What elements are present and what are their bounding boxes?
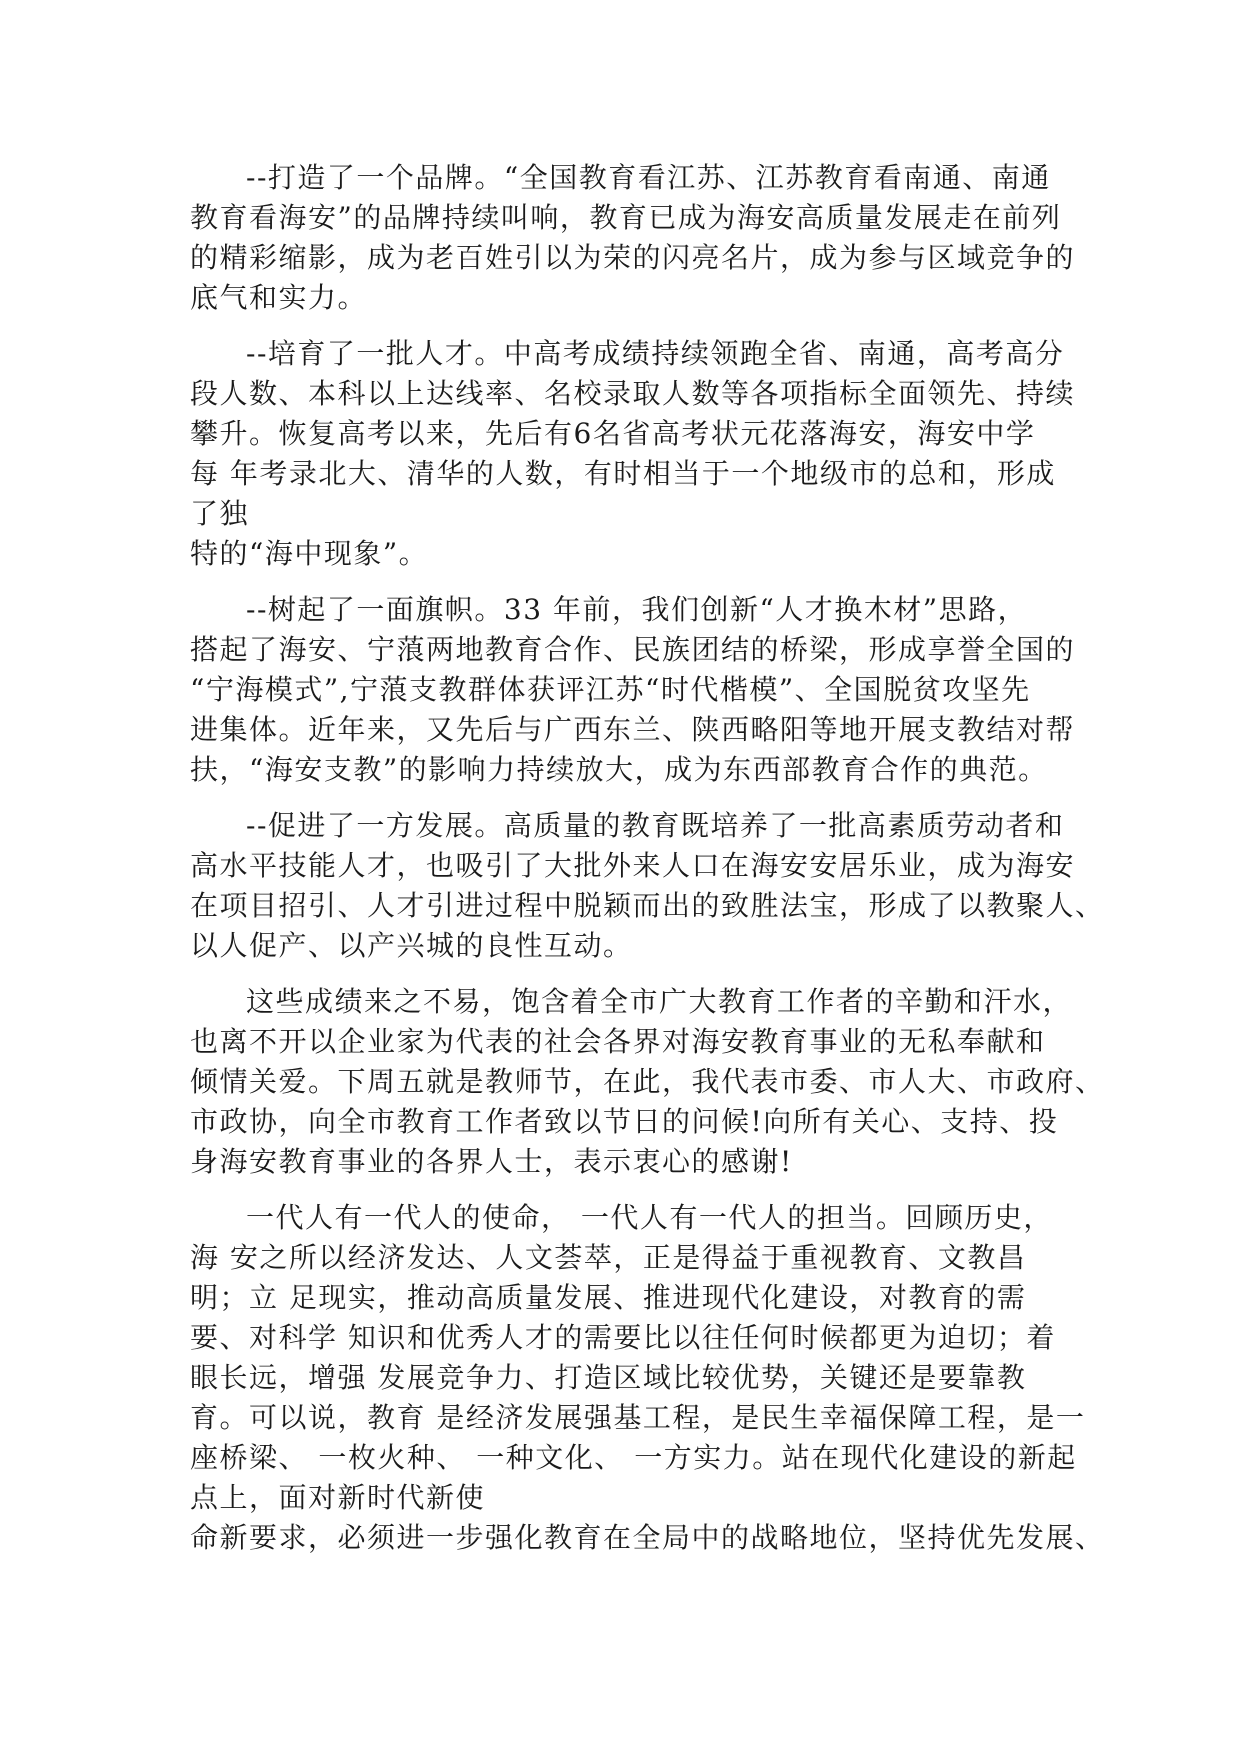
paragraph-line: 特的“海中现象”。 bbox=[190, 537, 429, 570]
paragraph-line: 每 年考录北大、清华的人数，有时相当于一个地级市的总和，形成 bbox=[190, 457, 1056, 490]
paragraph-line: 的精彩缩影，成为老百姓引以为荣的闪亮名片，成为参与区域竞争的 bbox=[190, 241, 1076, 274]
paragraph-line: 了独 bbox=[190, 497, 250, 530]
paragraph-gap bbox=[190, 318, 1050, 334]
paragraph-line: 也离不开以企业家为代表的社会各界对海安教育事业的无私奉献和 bbox=[190, 1025, 1046, 1058]
paragraph-gap bbox=[190, 574, 1050, 590]
paragraph-line: 搭起了海安、宁蒗两地教育合作、民族团结的桥梁，形成享誉全国的 bbox=[190, 633, 1076, 666]
paragraph-line: 明；立 足现实，推动高质量发展、推进现代化建设，对教育的需 bbox=[190, 1281, 1027, 1314]
paragraph-line: 高水平技能人才，也吸引了大批外来人口在海安安居乐业，成为海安 bbox=[190, 849, 1076, 882]
paragraph-line: “宁海模式”,宁蒗支教群体获评江苏“时代楷模”、全国脱贫攻坚先 bbox=[190, 673, 1031, 706]
paragraph-line: 眼长远，增强 发展竞争力、打造区域比较优势，关键还是要靠教 bbox=[190, 1361, 1027, 1394]
paragraph-line: 海 安之所以经济发达、人文荟萃，正是得益于重视教育、文教昌 bbox=[190, 1241, 1027, 1274]
paragraph-line: --打造了一个品牌。“全国教育看江苏、江苏教育看南通、南通 bbox=[246, 161, 1051, 194]
paragraph-line: 扶，“海安支教”的影响力持续放大，成为东西部教育合作的典范。 bbox=[190, 753, 1048, 786]
paragraph-line: 市政协，向全市教育工作者致以节日的问候!向所有关心、支持、投 bbox=[190, 1105, 1059, 1138]
paragraph-line: 进集体。近年来，又先后与广西东兰、陕西略阳等地开展支教结对帮 bbox=[190, 713, 1076, 746]
paragraph-line: 底气和实力。 bbox=[190, 281, 368, 314]
paragraph-line: 段人数、本科以上达线率、名校录取人数等各项指标全面领先、持续 bbox=[190, 377, 1076, 410]
paragraph-line: 以人促产、以产兴城的良性互动。 bbox=[190, 929, 633, 962]
paragraph-line: 要、对科学 知识和优秀人才的需要比以往任何时候都更为迫切；着 bbox=[190, 1321, 1056, 1354]
document-body bbox=[190, 158, 1105, 1558]
paragraph-line: 育。可以说，教育 是经济发展强基工程，是民生幸福保障工程，是一 bbox=[190, 1401, 1086, 1434]
paragraph-line: --培育了一批人才。中高考成绩持续领跑全省、南通，高考高分 bbox=[246, 337, 1065, 370]
paragraph-line: 攀升。恢复高考以来，先后有6名省高考状元花落海安，海安中学 bbox=[190, 417, 1036, 450]
paragraph-line: --促进了一方发展。高质量的教育既培养了一批高素质劳动者和 bbox=[246, 809, 1065, 842]
paragraph-line: 座桥梁、 一枚火种、 一种文化、 一方实力。站在现代化建设的新起 bbox=[190, 1441, 1077, 1474]
paragraph-line: 倾情关爱。下周五就是教师节，在此，我代表市委、市人大、市政府、 bbox=[190, 1065, 1105, 1098]
paragraph-gap bbox=[190, 1182, 1050, 1198]
paragraph-line: 身海安教育事业的各界人士，表示衷心的感谢! bbox=[190, 1145, 793, 1178]
paragraph-line: --树起了一面旗帜。33 年前，我们创新“人才换木材”思路， bbox=[246, 593, 1028, 626]
paragraph-line: 在项目招引、人才引进过程中脱颖而出的致胜法宝，形成了以教聚人、 bbox=[190, 889, 1105, 922]
paragraph-line: 点上，面对新时代新使 bbox=[190, 1481, 486, 1514]
paragraph-line: 命新要求，必须进一步强化教育在全局中的战略地位，坚持优先发展、 bbox=[190, 1521, 1105, 1554]
paragraph-gap bbox=[190, 966, 1050, 982]
paragraph-line: 这些成绩来之不易，饱含着全市广大教育工作者的辛勤和汗水， bbox=[246, 985, 1073, 1018]
paragraph-gap bbox=[190, 790, 1050, 806]
paragraph-line: 教育看海安”的品牌持续叫响，教育已成为海安高质量发展走在前列 bbox=[190, 201, 1062, 234]
paragraph-line: 一代人有一代人的使命， 一代人有一代人的担当。回顾历史， bbox=[246, 1201, 1053, 1234]
